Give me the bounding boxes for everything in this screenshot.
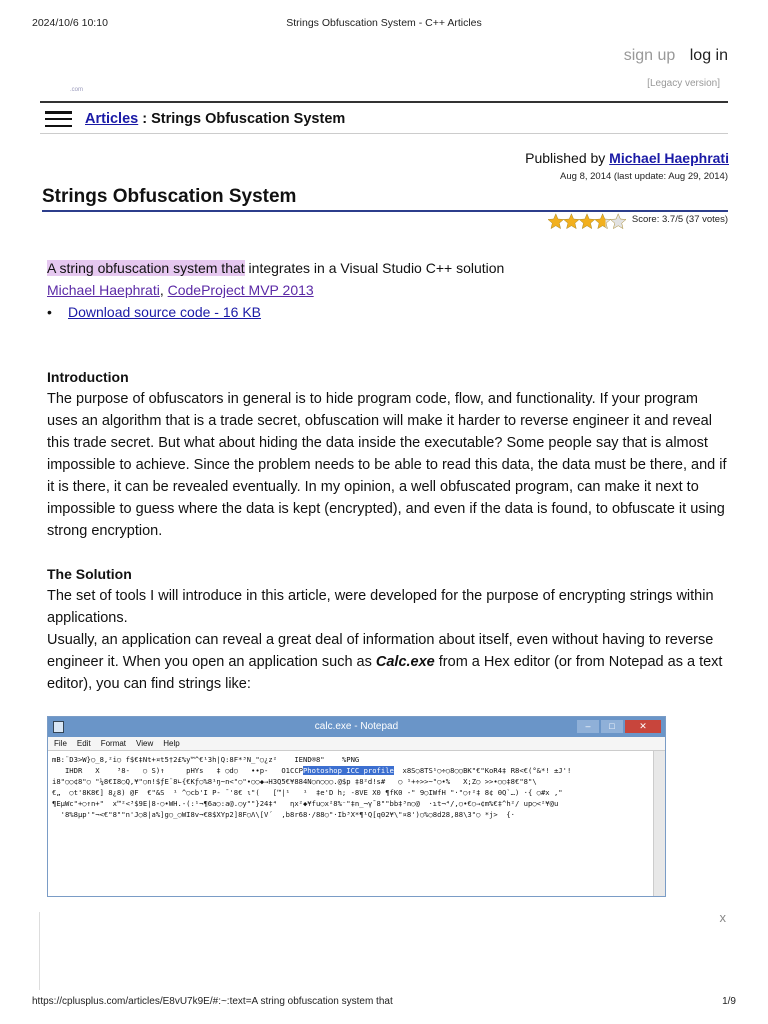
author-link[interactable]: Michael Haephrati [609,150,729,166]
menu-file: File [54,739,67,748]
title-divider [42,210,728,212]
menu-edit: Edit [76,739,91,748]
paragraph-text: from a Hex editor (or from Notepad as a text editor), you can find strings like: [47,654,723,692]
section-body: The purpose of obfuscators in general is to hide program code, flow, and functionality. If your program uses an algorithm that is a trade secret, obfuscation will make it harder to reverse engineer it and reveal this trade secret. But what about hiding the data inside the executable? Some people say that is almost impossible to achieve. Since the problem needs to be able to read this data, the data must be there, and if it is there, it can be revealed eventually. In my opinion, a well obfuscated program, can make it next to impossible to guess where the data is kept (encrypted), and even if the data is found, to obfuscate it using strong encryption. [47,391,727,539]
print-url: https://cplusplus.com/articles/E8vU7k9E/#:~:text=A string obfuscation system that [32,996,393,1007]
mvp-link[interactable]: CodeProject MVP 2013 [167,282,314,298]
section-paragraph: The set of tools I will introduce in this article, were developed for the purpose of encrypting strings within applications. [47,588,714,626]
rating-stars-icon[interactable] [548,213,626,230]
nav-bar [40,101,728,134]
rating-star [548,214,564,229]
auth-links [624,47,728,65]
menu-view: View [136,739,154,748]
site-logo-text: .com [70,87,84,93]
download-source-link[interactable]: Download source code - 16 KB [68,304,261,320]
close-ad-icon[interactable]: x [719,910,726,925]
intro-rest: integrates in a Visual Studio C++ solution [244,260,505,276]
notepad-scrollbar [653,751,665,896]
close-icon: ✕ [625,720,661,733]
intro-highlight: A string obfuscation system that [47,260,245,276]
section-heading: The Solution [47,566,132,582]
download-item [47,302,261,322]
published-by [525,150,729,166]
author-separator: , [159,282,168,298]
rating-star [610,214,626,229]
article-title: Strings Obfuscation System [42,186,297,207]
section-heading: Introduction [47,369,129,385]
author-line [47,280,314,300]
breadcrumb-current: Strings Obfuscation System [151,111,346,127]
rating-star [579,214,595,229]
section-introduction [47,366,727,542]
menu-help: Help [163,739,180,748]
print-page-title: Strings Obfuscation System - C++ Articles [286,17,482,29]
section-paragraph [47,629,727,695]
print-datetime: 2024/10/6 10:10 [32,17,108,29]
sign-up-link[interactable]: sign up [623,47,676,64]
section-solution [47,563,727,695]
notepad-title-bar [48,717,665,737]
menu-format: Format [100,739,127,748]
ad-frame-border [39,912,40,990]
rating-star [564,214,580,229]
publish-dates: Aug 8, 2014 (last update: Aug 29, 2014) [560,171,728,182]
score-label: Score: 3.7/5 (37 votes) [631,214,728,225]
maximize-icon: □ [601,720,623,733]
log-in-link[interactable]: log in [689,47,728,64]
breadcrumb-articles-link[interactable]: Articles [85,111,139,127]
paragraph-text: Usually, an application can reveal a great deal of information about itself, even without having to reverse engineer it. When you open an application such as [47,632,714,670]
calc-exe-emphasis: Calc.exe [375,654,435,670]
published-by-label: Published by [525,150,610,166]
highlighted-selection: Photoshop ICC profile [302,766,394,775]
notepad-icon [53,721,64,733]
notepad-menu-bar [48,737,665,751]
author-profile-link[interactable]: Michael Haephrati [47,282,160,298]
print-page-number: 1/9 [722,996,736,1007]
notepad-screenshot [47,716,666,897]
breadcrumb [85,111,345,127]
notepad-window-title: calc.exe - Notepad [314,721,399,732]
bullet: • [47,304,52,320]
intro-summary [47,258,504,278]
window-controls [577,720,661,733]
print-header [32,17,736,31]
hamburger-menu-icon[interactable] [45,111,72,127]
minimize-icon: – [577,720,599,733]
binary-garbage-text: mB:¨D3>W}○_8,²i○ f$€‡Nt+¤t5†2£%y™^€¹3h|Q:8F*³N_"○¿z² IEND®8" %PNG IHDR X ³8- ○ S)↑ pHYs ‡ ○d○ ••p- O1CCPPhotoshop ICC profile x8S○8TS¹○÷○8○○BK"€"KoR4‡ R8<€(°&*! ±J'! i8"○○¢8"○ "¼8€I8○Q,¥"○n!$ƒE¨8∟{€Kƒ○%8¹ŋ~n<"○"•○○◆→H3Q5€¥884N○∩○○○.@$p ‡8²d!s# ○ ¹+÷>>~"○•% X;Z○ >>•○○‡8€"8"\ €„ ○t'8K8€] 8¿8) @F €"&S ¹ ^○cb'I P- ¯'8€ ι"( [™|¹ ¹ ‡e'D h; -8VE X0 ¶fK0 -" 9○IWfH "·"○↑²‡ 8¢ 0Q`…) ·{ ○#x ‚" ¶EµWc"+○↑n+" x™²<³$9E|8-○•WH.-(:¹¬¶6a○:a@.○y""}24‡⁴ ηx²◆¥fu○x²8%⁻"‡n_¬γ¯8""bb‡³n○@ ·ɿt¬⁴/,○•€○→¢m%€‡^h²/ up○<²¥@u '8%8µp'"¬<€"8""n'J○8|a%]g○_○WI8v¬€8$XYp2]8F○Ʌ\[V´ ,b8r68·/88○"·Ib³X*¶¹Q[q02¥\"¤8')○%○8d28,88\3"○ *j> {· [52,755,572,819]
breadcrumb-separator: : [138,111,152,127]
rating-star [595,214,611,229]
legacy-version-link[interactable]: [Legacy version] [647,78,720,89]
cut-off-text [47,900,727,912]
